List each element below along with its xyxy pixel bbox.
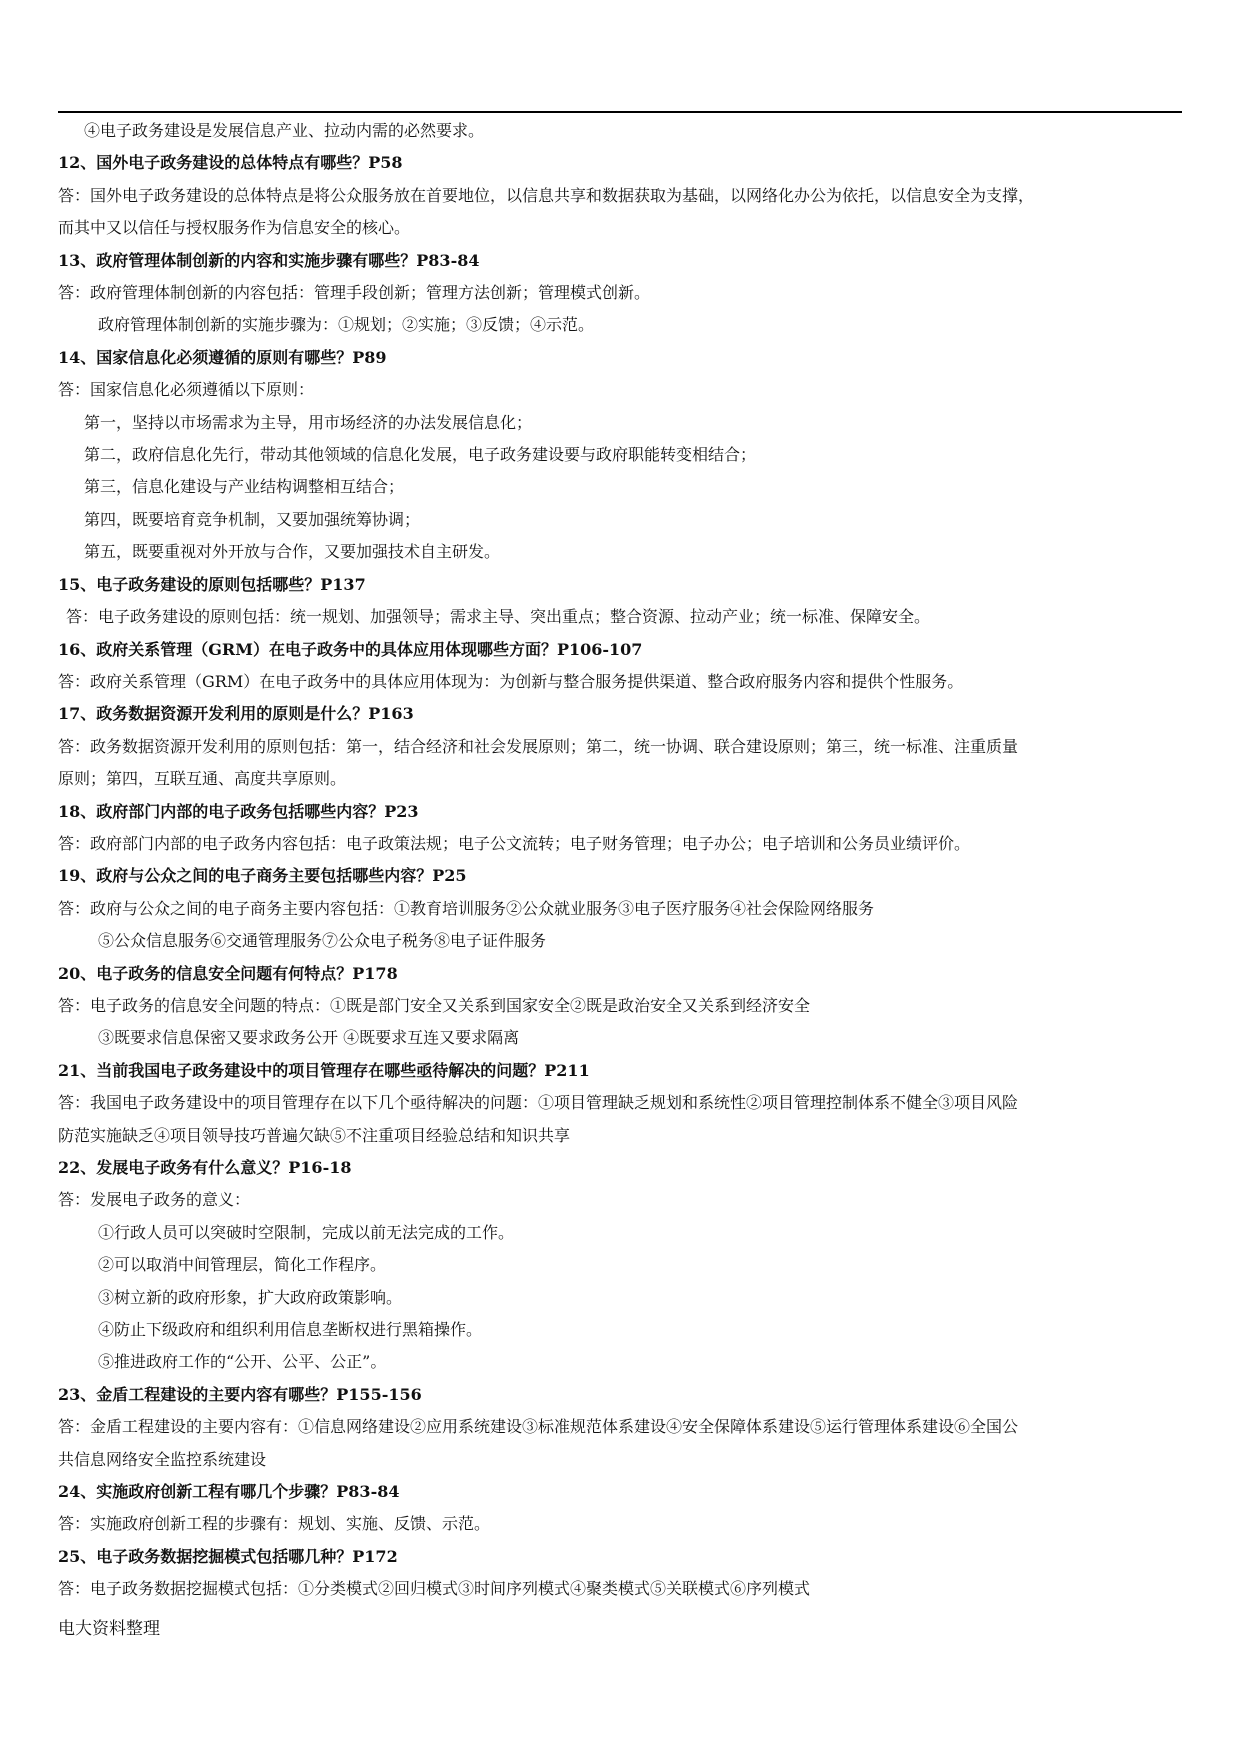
answer-line: 答：政府部门内部的电子政务内容包括：电子政策法规；电子公文流转；电子财务管理；电子办公；电子培训和公务员业绩评价。 — [58, 833, 971, 853]
answer-line: 第五，既要重视对外开放与合作，又要加强技术自主研发。 — [84, 542, 501, 562]
answer-line: 第三，信息化建设与产业结构调整相互结合； — [84, 477, 405, 497]
answer-line: 而其中又以信任与授权服务作为信息安全的核心。 — [58, 218, 411, 238]
question-heading: 19、政府与公众之间的电子商务主要包括哪些内容？P25 — [58, 866, 467, 886]
answer-line: 答：我国电子政务建设中的项目管理存在以下几个亟待解决的问题：①项目管理缺乏规划和系统性②项目管理控制体系不健全③项目风险 — [58, 1093, 1019, 1113]
answer-line: 答：电子政务数据挖掘模式包括：①分类模式②回归模式③时间序列模式④聚类模式⑤关联模式⑥序列模式 — [58, 1579, 811, 1599]
answer-line: 答：政府与公众之间的电子商务主要内容包括：①教育培训服务②公众就业服务③电子医疗服务④社会保险网络服务 — [58, 898, 875, 918]
answer-line: 政府管理体制创新的实施步骤为：①规划；②实施；③反馈；④示范。 — [98, 315, 595, 335]
answer-line: 答：电子政务建设的原则包括：统一规划、加强领导；需求主导、突出重点；整合资源、拉动产业；统一标准、保障安全。 — [66, 607, 931, 627]
answer-line: 答：国家信息化必须遵循以下原则： — [58, 380, 315, 400]
answer-line: 答：政府管理体制创新的内容包括：管理手段创新；管理方法创新；管理模式创新。 — [58, 283, 651, 303]
question-heading: 25、电子政务数据挖掘模式包括哪几种？P172 — [58, 1546, 398, 1566]
question-heading: 14、国家信息化必须遵循的原则有哪些？P89 — [58, 347, 387, 367]
answer-line: ③既要求信息保密又要求政务公开 ④既要求互连又要求隔离 — [98, 1028, 520, 1048]
question-heading: 21、当前我国电子政务建设中的项目管理存在哪些亟待解决的问题？P211 — [58, 1060, 590, 1080]
question-heading: 13、政府管理体制创新的内容和实施步骤有哪些？P83-84 — [58, 250, 480, 270]
answer-line: 答：发展电子政务的意义： — [58, 1190, 251, 1210]
header-rule — [58, 111, 1182, 113]
footer-note: 电大资料整理 — [58, 1619, 160, 1639]
answer-line: ①行政人员可以突破时空限制，完成以前无法完成的工作。 — [98, 1222, 515, 1242]
answer-line: ⑤公众信息服务⑥交通管理服务⑦公众电子税务⑧电子证件服务 — [98, 931, 547, 951]
answer-line: 防范实施缺乏④项目领导技巧普遍欠缺⑤不注重项目经验总结和知识共享 — [58, 1125, 571, 1145]
answer-line: 第一，坚持以市场需求为主导，用市场经济的办法发展信息化； — [84, 412, 533, 432]
answer-line: ⑤推进政府工作的“公开、公平、公正”。 — [98, 1352, 387, 1372]
document-body — [58, 115, 1182, 1606]
answer-line: 答：国外电子政务建设的总体特点是将公众服务放在首要地位，以信息共享和数据获取为基础，以网络化办公为依托，以信息安全为支撑， — [58, 185, 1035, 205]
answer-line: 答：政府关系管理（GRM）在电子政务中的具体应用体现为：为创新与整合服务提供渠道、整合政府服务内容和提供个性服务。 — [58, 671, 964, 691]
answer-line: 第四，既要培育竞争机制，又要加强统筹协调； — [84, 509, 421, 529]
question-heading: 20、电子政务的信息安全问题有何特点？P178 — [58, 963, 398, 983]
question-heading: 16、政府关系管理（GRM）在电子政务中的具体应用体现哪些方面？P106-107 — [58, 639, 643, 659]
answer-line: 答：实施政府创新工程的步骤有：规划、实施、反馈、示范。 — [58, 1514, 491, 1534]
question-heading: 17、政务数据资源开发利用的原则是什么？P163 — [58, 704, 414, 724]
answer-line: 原则；第四，互联互通、高度共享原则。 — [58, 769, 347, 789]
answer-line: ④电子政务建设是发展信息产业、拉动内需的必然要求。 — [84, 121, 485, 140]
question-heading: 18、政府部门内部的电子政务包括哪些内容？P23 — [58, 801, 419, 821]
answer-line: ④防止下级政府和组织利用信息垄断权进行黑箱操作。 — [98, 1320, 483, 1340]
answer-line: 答：政务数据资源开发利用的原则包括：第一，结合经济和社会发展原则；第二，统一协调、联合建设原则；第三，统一标准、注重质量 — [58, 736, 1019, 756]
question-heading: 22、发展电子政务有什么意义？P16-18 — [58, 1158, 352, 1177]
answer-line: 第二，政府信息化先行，带动其他领域的信息化发展，电子政务建设要与政府职能转变相结合； — [84, 445, 757, 465]
answer-line: ②可以取消中间管理层，简化工作程序。 — [98, 1255, 387, 1275]
question-heading: 24、实施政府创新工程有哪几个步骤？P83-84 — [58, 1482, 400, 1502]
question-heading: 23、金盾工程建设的主要内容有哪些？P155-156 — [58, 1384, 422, 1404]
answer-line: ③树立新的政府形象，扩大政府政策影响。 — [98, 1287, 403, 1307]
question-heading: 15、电子政务建设的原则包括哪些？P137 — [58, 574, 366, 594]
question-heading: 12、国外电子政务建设的总体特点有哪些？P58 — [58, 153, 403, 173]
answer-line: 答：电子政务的信息安全问题的特点：①既是部门安全又关系到国家安全②既是政治安全又关系到经济安全 — [58, 995, 811, 1015]
answer-line: 共信息网络安全监控系统建设 — [58, 1449, 267, 1469]
answer-line: 答：金盾工程建设的主要内容有：①信息网络建设②应用系统建设③标准规范体系建设④安全保障体系建设⑤运行管理体系建设⑥全国公 — [58, 1417, 1019, 1437]
